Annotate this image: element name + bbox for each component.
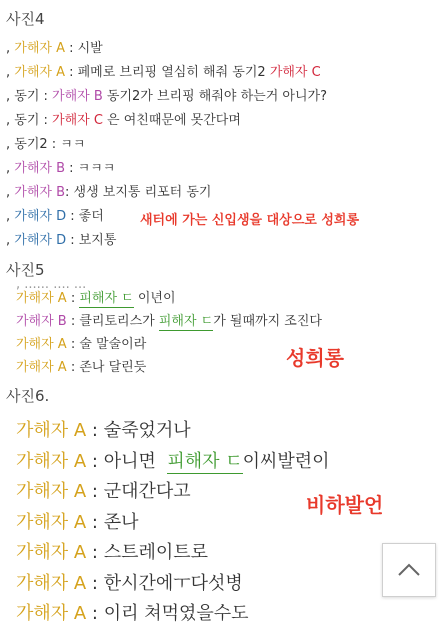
section5-annotation: 성희롱 — [286, 346, 344, 370]
message-text: : 한시간에ㅜ다섯병 — [86, 572, 243, 594]
cropped-line-fragment: , ...... .... ... — [16, 277, 87, 292]
perpetrator-label: 가해자 B — [52, 89, 103, 104]
section4-title: 사진4 — [6, 10, 45, 28]
chat-line — [6, 40, 103, 57]
chat-line — [16, 336, 146, 353]
message-text: 동기2 : ㅋㅋ — [14, 137, 86, 152]
line-prefix: , — [6, 209, 15, 224]
message-text: : 생생 보지통 리포터 동기 — [65, 185, 212, 200]
message-text: : 이리 쳐먹였을수도 — [86, 603, 249, 624]
perpetrator-label: 가해자 A — [16, 360, 67, 375]
line-prefix: , — [6, 65, 15, 80]
line-prefix: , — [6, 233, 15, 248]
chat-line — [16, 420, 191, 442]
perpetrator-label: 가해자 B — [16, 314, 67, 329]
chat-line — [16, 542, 208, 564]
perpetrator-label: 가해자 A — [16, 511, 87, 533]
chat-line — [16, 573, 243, 595]
perpetrator-label: 가해자 C — [52, 113, 103, 128]
perpetrator-label: 가해자 A — [14, 65, 65, 80]
perpetrator-label: 가해자 D — [14, 209, 67, 224]
message-text: : 술죽었거나 — [86, 420, 191, 441]
perpetrator-label: 가해자 A — [16, 291, 67, 306]
perpetrator-label: 가해자 D — [14, 233, 67, 248]
message-text: 가 될때까지 조진다 — [213, 314, 322, 329]
chat-line — [6, 136, 85, 153]
scroll-to-top-button[interactable] — [382, 543, 436, 597]
perpetrator-label: 가해자 A — [14, 41, 65, 56]
message-text: : 페메로 브리핑 열심히 해줘 동기2 — [64, 65, 270, 80]
chevron-up-icon — [397, 563, 421, 577]
line-prefix: , — [6, 89, 15, 104]
message-text: : 술 말술이라 — [66, 337, 147, 352]
line-prefix: , — [6, 41, 15, 56]
perpetrator-label: 가해자 B — [14, 185, 65, 200]
section6-title: 사진6. — [6, 387, 50, 405]
section4-annotation: 새터에 가는 신입생을 대상으로 성희롱 — [140, 213, 360, 228]
message-text: 이년이 — [133, 291, 176, 306]
message-text: : — [66, 291, 80, 306]
perpetrator-label: 가해자 A — [16, 603, 87, 624]
message-text: : 시발 — [64, 41, 103, 56]
victim-label: 피해자 ㄷ — [79, 291, 134, 306]
chat-line — [16, 313, 322, 330]
message-text: 이씨발련이 — [242, 450, 330, 472]
message-text: 동기 : — [14, 89, 53, 104]
victim-label: 피해자 ㄷ — [167, 450, 243, 472]
perpetrator-label: 가해자 A — [16, 420, 87, 441]
chat-line — [6, 160, 115, 177]
message-text: : 아니면 — [86, 450, 168, 472]
message-text: : 스트레이트로 — [86, 542, 209, 563]
chat-line — [16, 451, 330, 473]
chat-line — [16, 290, 176, 307]
chat-line — [16, 359, 146, 376]
message-text: : 클리토리스가 — [66, 314, 159, 329]
message-text: : 좋더 — [66, 209, 104, 224]
message-text: : 군대간다고 — [86, 481, 191, 502]
chat-line — [16, 481, 191, 503]
chat-line — [6, 112, 241, 129]
message-text: 동기2가 브리핑 해줘야 하는거 아니가? — [102, 89, 327, 104]
message-text: : ㅋㅋㅋ — [65, 161, 116, 176]
section5-title: 사진5 — [6, 261, 45, 279]
line-prefix: , — [6, 137, 15, 152]
chat-line — [6, 232, 116, 249]
message-text: 동기 : — [14, 113, 53, 128]
message-text: : 존나 — [86, 511, 139, 533]
chat-line — [6, 64, 321, 81]
chat-line — [6, 184, 212, 201]
perpetrator-label: 가해자 A — [16, 481, 87, 502]
chat-line — [6, 208, 104, 225]
perpetrator-label: 가해자 A — [16, 337, 67, 352]
chat-line — [6, 88, 327, 105]
section6-annotation: 비하발언 — [306, 493, 384, 517]
perpetrator-label: 가해자 A — [16, 572, 87, 594]
message-text: : 보지통 — [66, 233, 117, 248]
victim-label: 피해자 ㄷ — [158, 314, 214, 329]
message-text: : 존나 달린듯 — [66, 360, 147, 375]
perpetrator-label: 가해자 B — [14, 161, 65, 176]
chat-line — [16, 603, 249, 625]
line-prefix: , — [6, 185, 15, 200]
line-prefix: , — [6, 161, 15, 176]
perpetrator-label: 가해자 C — [269, 65, 321, 80]
perpetrator-label: 가해자 A — [16, 542, 87, 563]
chat-line — [16, 512, 139, 534]
line-prefix: , — [6, 113, 15, 128]
message-text: 은 여친때문에 못간다며 — [102, 113, 241, 128]
perpetrator-label: 가해자 A — [16, 450, 87, 472]
